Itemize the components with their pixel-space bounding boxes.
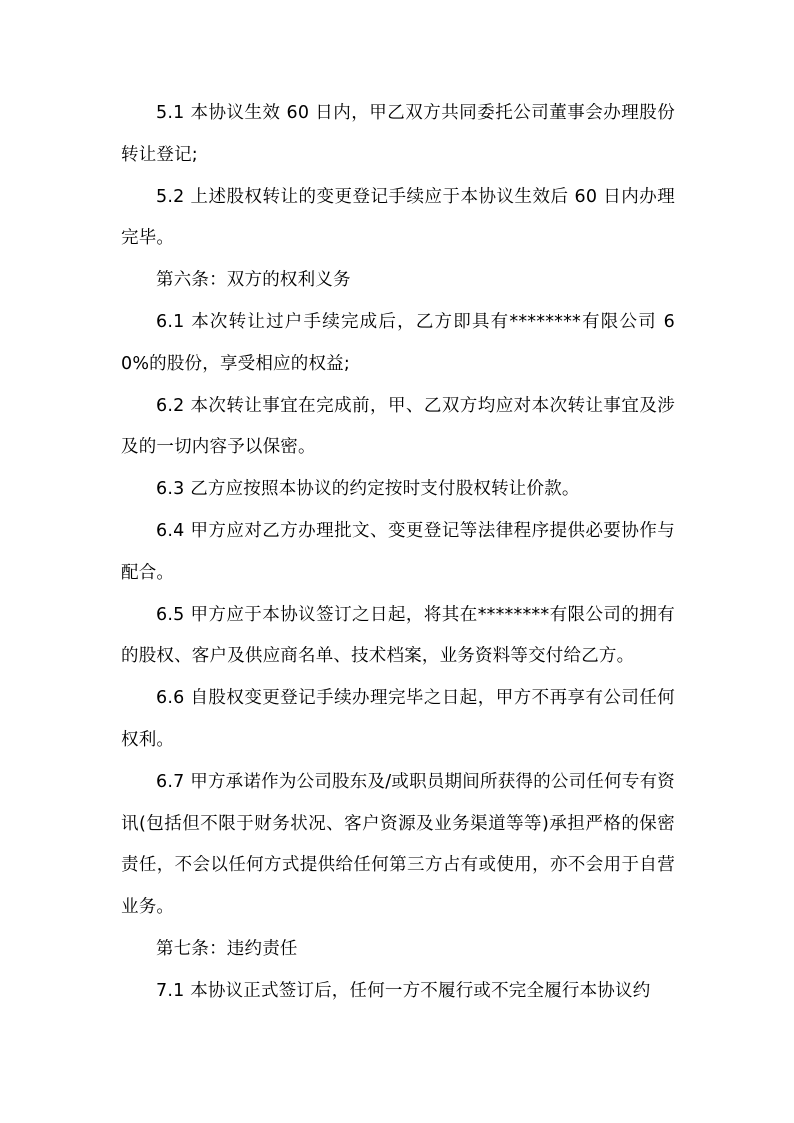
clause-6-6: 6.6 自股权变更登记手续办理完毕之日起，甲方不再享有公司任何权利。 xyxy=(121,688,675,750)
article-6-heading: 第六条：双方的权利义务 xyxy=(156,270,351,291)
clause-6-7: 6.7 甲方承诺作为公司股东及/或职员期间所获得的公司任何专有资讯(包括但不限于财务状况、客户资源及业务渠道等等)承担严格的保密责任，不会以任何方式提供给任何第三方占有或使用，亦不会用于自营业务。 xyxy=(121,771,675,918)
clause-6-1: 6.1 本次转让过户手续完成后，乙方即具有********有限公司 60%的股份，享受相应的权益; xyxy=(121,311,675,374)
clause-5-1: 5.1 本协议生效 60 日内，甲乙双方共同委托公司董事会办理股份转让登记; xyxy=(121,103,675,165)
clause-6-4: 6.4 甲方应对乙方办理批文、变更登记等法律程序提供必要协作与配合。 xyxy=(121,520,675,583)
clause-6-5: 6.5 甲方应于本协议签订之日起，将其在********有限公司的拥有的股权、客户及供应商名单、技术档案，业务资料等交付给乙方。 xyxy=(121,604,675,667)
clause-7-1: 7.1 本协议正式签订后，任何一方不履行或不完全履行本协议约 xyxy=(156,980,651,1001)
article-7-heading: 第七条：违约责任 xyxy=(156,938,298,959)
clause-6-2: 6.2 本次转让事宜在完成前，甲、乙双方均应对本次转让事宜及涉及的一切内容予以保密。 xyxy=(121,395,675,458)
clause-5-2: 5.2 上述股权转让的变更登记手续应于本协议生效后 60 日内办理完毕。 xyxy=(121,186,675,249)
clause-6-3: 6.3 乙方应按照本协议的约定按时支付股权转让价款。 xyxy=(156,479,580,500)
document-body xyxy=(121,93,675,1013)
